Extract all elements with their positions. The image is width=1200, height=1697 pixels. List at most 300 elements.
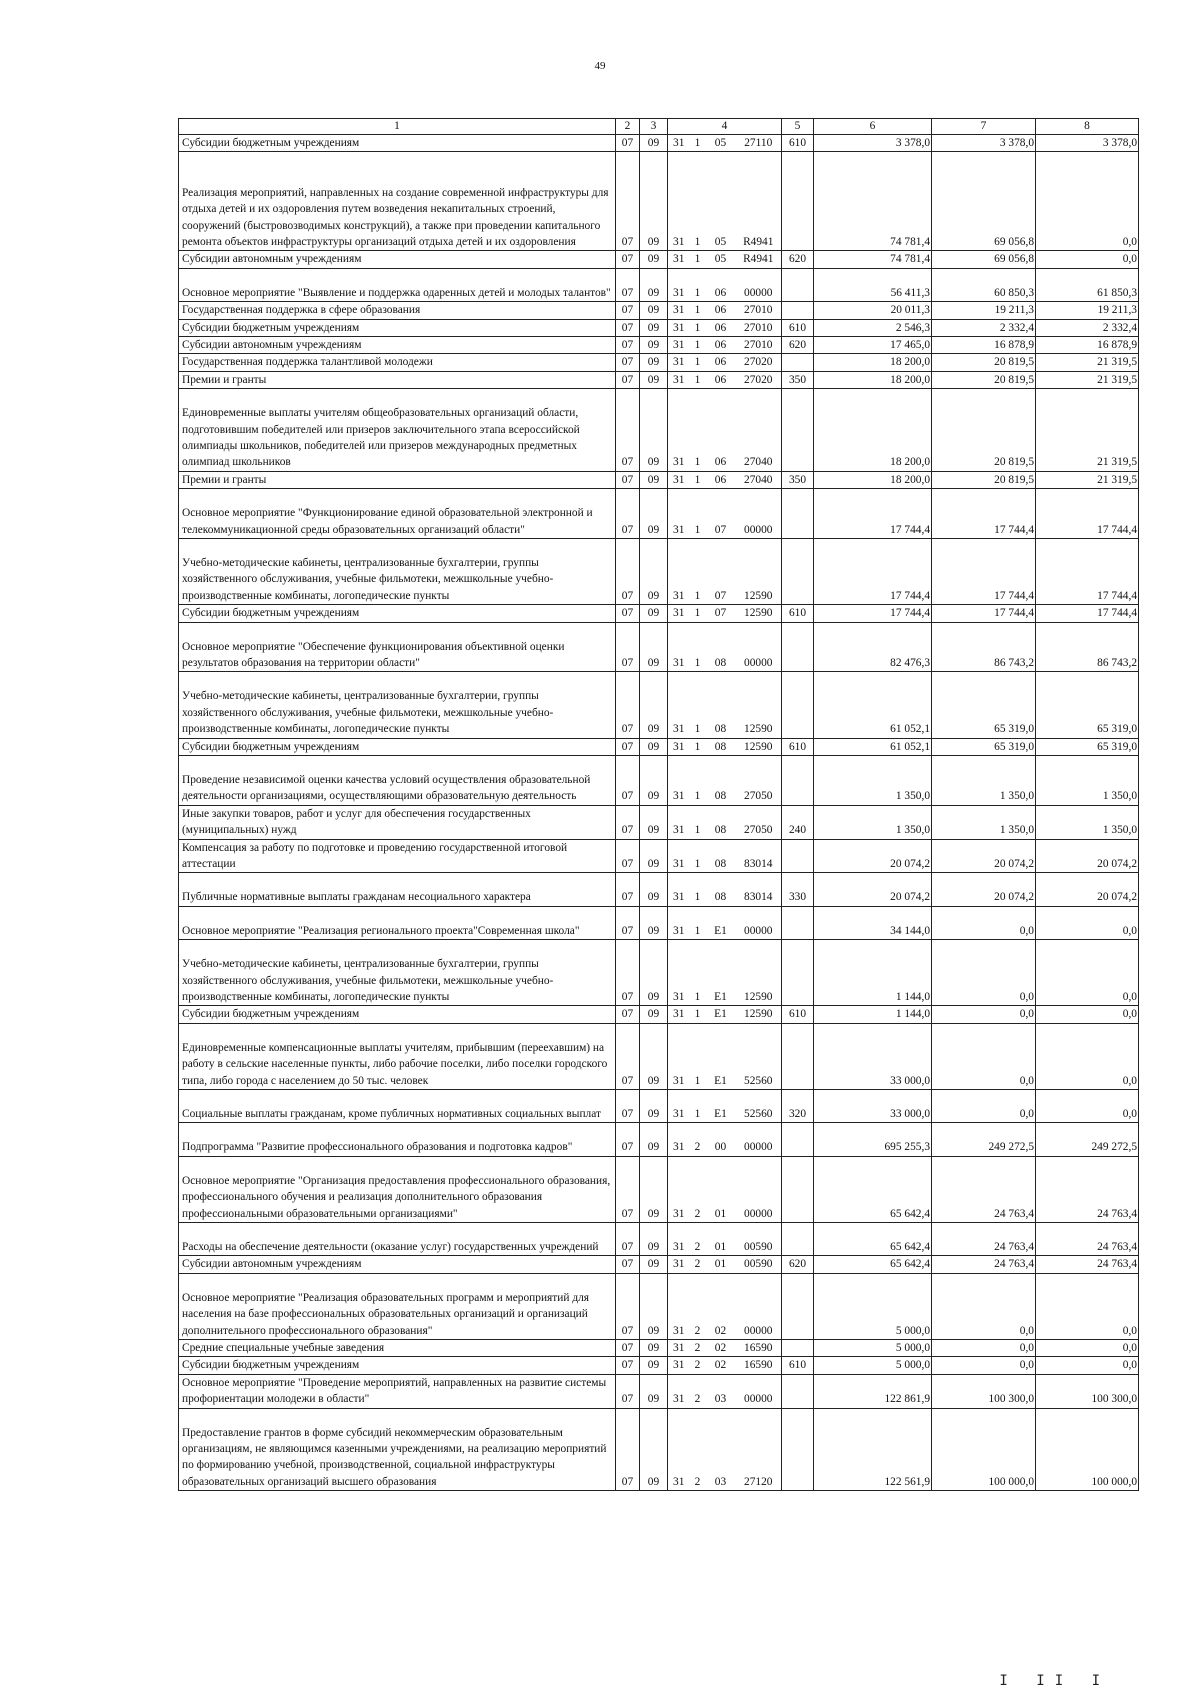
row-description: Публичные нормативные выплаты гражданам несоциального характера (179, 873, 616, 906)
cell-amount-col7: 60 850,3 (932, 268, 1036, 301)
cell-amount-col6: 56 411,3 (814, 268, 932, 301)
cell-expense-type (782, 489, 814, 539)
cell-direction-code: 12590 (736, 672, 782, 738)
table-row (179, 756, 1139, 806)
cell-program-code: 31 (668, 1090, 690, 1123)
cell-section: 07 (616, 873, 640, 906)
cell-program-code: 31 (668, 489, 690, 539)
cell-expense-type (782, 389, 814, 472)
cell-amount-col8: 24 763,4 (1036, 1222, 1139, 1255)
cell-amount-col8: 0,0 (1036, 1339, 1139, 1356)
row-description: Субсидии бюджетным учреждениям (179, 605, 616, 622)
cell-amount-col8: 20 074,2 (1036, 873, 1139, 906)
cell-program-code: 31 (668, 605, 690, 622)
cell-subprogram-code: 1 (690, 1006, 706, 1023)
cell-direction-code: 00590 (736, 1222, 782, 1255)
cell-amount-col8: 21 319,5 (1036, 371, 1139, 388)
cell-amount-col7: 24 763,4 (932, 1256, 1036, 1273)
cell-activity-code: 08 (706, 672, 736, 738)
table-row (179, 1374, 1139, 1408)
cell-section: 07 (616, 1357, 640, 1374)
cell-section: 07 (616, 354, 640, 371)
cell-subsection: 09 (640, 940, 668, 1006)
cell-program-code: 31 (668, 1273, 690, 1339)
cell-activity-code: 05 (706, 135, 736, 152)
header-col-7: 7 (932, 119, 1036, 135)
table-row (179, 622, 1139, 672)
cell-expense-type: 610 (782, 1006, 814, 1023)
cell-amount-col7: 249 272,5 (932, 1123, 1036, 1156)
cell-subsection: 09 (640, 1357, 668, 1374)
cell-subprogram-code: 2 (690, 1256, 706, 1273)
row-description: Средние специальные учебные заведения (179, 1339, 616, 1356)
cell-direction-code: 27010 (736, 319, 782, 336)
cell-subsection: 09 (640, 354, 668, 371)
cell-amount-col6: 74 781,4 (814, 152, 932, 251)
cell-direction-code: 00000 (736, 1156, 782, 1222)
cell-amount-col8: 249 272,5 (1036, 1123, 1139, 1156)
cell-program-code: 31 (668, 906, 690, 939)
cell-direction-code: 12590 (736, 1006, 782, 1023)
cell-amount-col8: 100 300,0 (1036, 1374, 1139, 1408)
cell-amount-col6: 2 546,3 (814, 319, 932, 336)
cell-section: 07 (616, 1408, 640, 1491)
cell-section: 07 (616, 1256, 640, 1273)
table-row (179, 839, 1139, 873)
cell-subprogram-code: 1 (690, 489, 706, 539)
cell-amount-col7: 20 819,5 (932, 354, 1036, 371)
cell-amount-col8: 0,0 (1036, 1357, 1139, 1374)
cell-subsection: 09 (640, 738, 668, 755)
cell-direction-code: 00590 (736, 1256, 782, 1273)
cell-amount-col6: 695 255,3 (814, 1123, 932, 1156)
row-description: Проведение независимой оценки качества условий осуществления образовательной деятельности организациями, осуществляющими образовательную деятельность (179, 756, 616, 806)
row-description: Субсидии бюджетным учреждениям (179, 738, 616, 755)
cell-section: 07 (616, 906, 640, 939)
row-description: Учебно-методические кабинеты, централизованные бухгалтерии, группы хозяйственного обслуживания, учебные фильмотеки, межшкольные учебно-производственные комбинаты, логопедические пункты (179, 940, 616, 1006)
row-description: Государственная поддержка талантливой молодежи (179, 354, 616, 371)
cell-expense-type (782, 672, 814, 738)
cell-program-code: 31 (668, 1357, 690, 1374)
cell-amount-col6: 18 200,0 (814, 354, 932, 371)
table-row (179, 873, 1139, 906)
row-description: Субсидии бюджетным учреждениям (179, 1006, 616, 1023)
table-row (179, 319, 1139, 336)
cell-subsection: 09 (640, 906, 668, 939)
cell-program-code: 31 (668, 337, 690, 354)
cell-activity-code: 08 (706, 805, 736, 839)
cell-direction-code: 27040 (736, 389, 782, 472)
table-row (179, 337, 1139, 354)
cell-subsection: 09 (640, 1222, 668, 1255)
cell-direction-code: 27110 (736, 135, 782, 152)
table-row (179, 1156, 1139, 1222)
cell-direction-code: 12590 (736, 605, 782, 622)
table-body (179, 135, 1139, 1491)
cell-amount-col8: 21 319,5 (1036, 389, 1139, 472)
cell-amount-col8: 65 319,0 (1036, 738, 1139, 755)
header-col-3: 3 (640, 119, 668, 135)
cell-amount-col7: 0,0 (932, 1090, 1036, 1123)
cell-program-code: 31 (668, 354, 690, 371)
cell-subsection: 09 (640, 302, 668, 319)
cell-activity-code: 07 (706, 489, 736, 539)
cell-direction-code: 16590 (736, 1357, 782, 1374)
cell-subsection: 09 (640, 1006, 668, 1023)
cell-expense-type (782, 1408, 814, 1491)
table-row (179, 940, 1139, 1006)
cell-program-code: 31 (668, 873, 690, 906)
cell-expense-type (782, 906, 814, 939)
cell-amount-col6: 1 350,0 (814, 756, 932, 806)
cell-section: 07 (616, 471, 640, 488)
cell-program-code: 31 (668, 1123, 690, 1156)
row-description: Подпрограмма "Развитие профессионального образования и подготовка кадров" (179, 1123, 616, 1156)
cell-amount-col8: 17 744,4 (1036, 539, 1139, 605)
cell-activity-code: 02 (706, 1339, 736, 1356)
cell-direction-code: 00000 (736, 1374, 782, 1408)
cell-activity-code: 08 (706, 622, 736, 672)
cell-amount-col6: 20 074,2 (814, 839, 932, 873)
table-row (179, 1273, 1139, 1339)
cell-direction-code: 00000 (736, 489, 782, 539)
cell-amount-col7: 17 744,4 (932, 489, 1036, 539)
cell-subprogram-code: 2 (690, 1408, 706, 1491)
cell-subsection: 09 (640, 471, 668, 488)
cell-activity-code: E1 (706, 1006, 736, 1023)
cell-subsection: 09 (640, 1256, 668, 1273)
cell-subsection: 09 (640, 371, 668, 388)
cell-activity-code: 06 (706, 337, 736, 354)
cell-program-code: 31 (668, 1006, 690, 1023)
cell-amount-col7: 0,0 (932, 1023, 1036, 1089)
cell-subprogram-code: 2 (690, 1339, 706, 1356)
cell-activity-code: E1 (706, 1023, 736, 1089)
cell-section: 07 (616, 1156, 640, 1222)
row-description: Премии и гранты (179, 371, 616, 388)
cell-amount-col7: 1 350,0 (932, 756, 1036, 806)
cell-expense-type (782, 268, 814, 301)
cell-amount-col8: 65 319,0 (1036, 672, 1139, 738)
cell-amount-col7: 0,0 (932, 1357, 1036, 1374)
cell-subprogram-code: 1 (690, 605, 706, 622)
cell-subprogram-code: 1 (690, 354, 706, 371)
cell-program-code: 31 (668, 471, 690, 488)
table-row (179, 371, 1139, 388)
cell-activity-code: 00 (706, 1123, 736, 1156)
cell-subsection: 09 (640, 672, 668, 738)
cell-amount-col8: 24 763,4 (1036, 1256, 1139, 1273)
cell-direction-code: 00000 (736, 906, 782, 939)
cell-activity-code: E1 (706, 906, 736, 939)
cell-program-code: 31 (668, 1023, 690, 1089)
cell-section: 07 (616, 622, 640, 672)
cell-subprogram-code: 2 (690, 1273, 706, 1339)
cell-activity-code: 02 (706, 1273, 736, 1339)
cell-direction-code: 00000 (736, 1273, 782, 1339)
cell-program-code: 31 (668, 319, 690, 336)
table-row (179, 605, 1139, 622)
cell-program-code: 31 (668, 1222, 690, 1255)
cell-subprogram-code: 2 (690, 1374, 706, 1408)
cell-subsection: 09 (640, 756, 668, 806)
cell-amount-col6: 5 000,0 (814, 1273, 932, 1339)
cell-section: 07 (616, 1090, 640, 1123)
cell-program-code: 31 (668, 805, 690, 839)
cell-section: 07 (616, 152, 640, 251)
row-description: Основное мероприятие "Реализация образовательных программ и мероприятий для населения на базе профессиональных образовательных организаций и организаций дополнительного профессионального образования" (179, 1273, 616, 1339)
cell-activity-code: 06 (706, 354, 736, 371)
cell-amount-col6: 1 350,0 (814, 805, 932, 839)
cell-expense-type (782, 302, 814, 319)
row-description: Основное мероприятие "Выявление и поддержка одаренных детей и молодых талантов" (179, 268, 616, 301)
header-col-5: 5 (782, 119, 814, 135)
cell-amount-col6: 61 052,1 (814, 672, 932, 738)
cell-amount-col7: 0,0 (932, 906, 1036, 939)
cell-expense-type (782, 1222, 814, 1255)
row-description: Компенсация за работу по подготовке и проведению государственной итоговой аттестации (179, 839, 616, 873)
cell-amount-col6: 61 052,1 (814, 738, 932, 755)
cell-expense-type: 610 (782, 605, 814, 622)
cell-amount-col7: 20 819,5 (932, 371, 1036, 388)
cell-expense-type (782, 1123, 814, 1156)
cell-section: 07 (616, 268, 640, 301)
header-col-1: 1 (179, 119, 616, 135)
cell-amount-col7: 100 300,0 (932, 1374, 1036, 1408)
cell-subsection: 09 (640, 1273, 668, 1339)
cell-amount-col8: 0,0 (1036, 1006, 1139, 1023)
cell-direction-code: R4941 (736, 152, 782, 251)
cell-amount-col8: 61 850,3 (1036, 268, 1139, 301)
cell-amount-col7: 2 332,4 (932, 319, 1036, 336)
cell-subprogram-code: 1 (690, 873, 706, 906)
table-row (179, 1408, 1139, 1491)
table-row (179, 738, 1139, 755)
table-row (179, 1006, 1139, 1023)
cell-direction-code: 83014 (736, 873, 782, 906)
cell-expense-type: 610 (782, 738, 814, 755)
table-row (179, 539, 1139, 605)
cell-subprogram-code: 1 (690, 672, 706, 738)
table-row (179, 1023, 1139, 1089)
cell-program-code: 31 (668, 738, 690, 755)
row-description: Единовременные компенсационные выплаты учителям, прибывшим (переехавшим) на работу в сельские населенные пункты, либо рабочие поселки, либо поселки городского типа, либо города с населением до 50 тыс. человек (179, 1023, 616, 1089)
cell-section: 07 (616, 1123, 640, 1156)
cell-amount-col7: 20 074,2 (932, 873, 1036, 906)
cell-expense-type: 350 (782, 371, 814, 388)
cell-subprogram-code: 1 (690, 1090, 706, 1123)
header-col-8: 8 (1036, 119, 1139, 135)
cell-program-code: 31 (668, 756, 690, 806)
row-description: Субсидии автономным учреждениям (179, 1256, 616, 1273)
cell-amount-col7: 0,0 (932, 1273, 1036, 1339)
cell-program-code: 31 (668, 152, 690, 251)
row-description: Основное мероприятие "Обеспечение функционирования объективной оценки результатов образования на территории области" (179, 622, 616, 672)
table-row (179, 1090, 1139, 1123)
header-col-2: 2 (616, 119, 640, 135)
cell-amount-col7: 20 074,2 (932, 839, 1036, 873)
cell-program-code: 31 (668, 371, 690, 388)
row-description: Социальные выплаты гражданам, кроме публичных нормативных социальных выплат (179, 1090, 616, 1123)
cell-section: 07 (616, 1339, 640, 1356)
header-col-6: 6 (814, 119, 932, 135)
row-description: Единовременные выплаты учителям общеобразовательных организаций области, подготовившим победителей или призеров заключительного этапа всероссийской олимпиады школьников, победителей или призеров международных предметных олимпиад школьников (179, 389, 616, 472)
cell-amount-col7: 24 763,4 (932, 1222, 1036, 1255)
table-row (179, 1339, 1139, 1356)
cell-direction-code: 12590 (736, 738, 782, 755)
cell-direction-code: 27050 (736, 756, 782, 806)
cell-subsection: 09 (640, 268, 668, 301)
cell-section: 07 (616, 1273, 640, 1339)
cell-amount-col8: 0,0 (1036, 1023, 1139, 1089)
cell-activity-code: 01 (706, 1156, 736, 1222)
cell-subprogram-code: 1 (690, 940, 706, 1006)
cell-amount-col8: 3 378,0 (1036, 135, 1139, 152)
cell-amount-col8: 0,0 (1036, 1090, 1139, 1123)
cell-expense-type (782, 152, 814, 251)
cell-amount-col7: 0,0 (932, 940, 1036, 1006)
cell-expense-type (782, 839, 814, 873)
cell-activity-code: 05 (706, 251, 736, 268)
cell-program-code: 31 (668, 268, 690, 301)
cell-activity-code: 06 (706, 471, 736, 488)
cell-expense-type: 240 (782, 805, 814, 839)
cell-activity-code: 07 (706, 605, 736, 622)
cell-amount-col6: 122 861,9 (814, 1374, 932, 1408)
cell-amount-col7: 24 763,4 (932, 1156, 1036, 1222)
cell-amount-col6: 82 476,3 (814, 622, 932, 672)
cell-amount-col8: 1 350,0 (1036, 756, 1139, 806)
cell-subsection: 09 (640, 489, 668, 539)
cell-expense-type: 620 (782, 337, 814, 354)
cell-program-code: 31 (668, 389, 690, 472)
cell-subprogram-code: 1 (690, 1023, 706, 1089)
row-description: Субсидии бюджетным учреждениям (179, 319, 616, 336)
cell-amount-col7: 20 819,5 (932, 389, 1036, 472)
cell-direction-code: 12590 (736, 940, 782, 1006)
cell-section: 07 (616, 738, 640, 755)
cell-amount-col7: 1 350,0 (932, 805, 1036, 839)
cell-subsection: 09 (640, 1090, 668, 1123)
cell-subsection: 09 (640, 1123, 668, 1156)
cell-amount-col8: 16 878,9 (1036, 337, 1139, 354)
cell-amount-col6: 33 000,0 (814, 1090, 932, 1123)
cell-subsection: 09 (640, 805, 668, 839)
cell-direction-code: 52560 (736, 1023, 782, 1089)
cell-amount-col8: 0,0 (1036, 1273, 1139, 1339)
cell-program-code: 31 (668, 539, 690, 605)
cell-expense-type: 320 (782, 1090, 814, 1123)
cell-program-code: 31 (668, 251, 690, 268)
cell-activity-code: E1 (706, 940, 736, 1006)
cell-amount-col8: 19 211,3 (1036, 302, 1139, 319)
cell-program-code: 31 (668, 1156, 690, 1222)
cell-activity-code: 06 (706, 319, 736, 336)
table-row (179, 1357, 1139, 1374)
cell-amount-col7: 65 319,0 (932, 672, 1036, 738)
cell-amount-col6: 74 781,4 (814, 251, 932, 268)
cell-section: 07 (616, 1023, 640, 1089)
cell-subsection: 09 (640, 152, 668, 251)
cell-section: 07 (616, 489, 640, 539)
cell-section: 07 (616, 135, 640, 152)
cell-amount-col7: 69 056,8 (932, 251, 1036, 268)
cell-expense-type: 610 (782, 319, 814, 336)
cell-direction-code: 52560 (736, 1090, 782, 1123)
row-description: Субсидии автономным учреждениям (179, 251, 616, 268)
cell-amount-col6: 18 200,0 (814, 471, 932, 488)
cell-amount-col7: 19 211,3 (932, 302, 1036, 319)
row-description: Реализация мероприятий, направленных на создание современной инфраструктуры для отдыха детей и их оздоровления путем возведения некапитальных строений, сооружений (быстровозводимых конструкций), а также при проведении капитального ремонта объектов инфраструктуры организаций отдыха детей и их оздоровления (179, 152, 616, 251)
cell-program-code: 31 (668, 1256, 690, 1273)
cell-amount-col6: 17 744,4 (814, 489, 932, 539)
cell-subprogram-code: 2 (690, 1357, 706, 1374)
cell-direction-code: 27010 (736, 302, 782, 319)
cell-expense-type: 610 (782, 135, 814, 152)
cell-subsection: 09 (640, 1023, 668, 1089)
cell-direction-code: 16590 (736, 1339, 782, 1356)
cell-expense-type: 350 (782, 471, 814, 488)
cell-activity-code: 08 (706, 839, 736, 873)
cell-amount-col6: 5 000,0 (814, 1339, 932, 1356)
cell-activity-code: 02 (706, 1357, 736, 1374)
cell-amount-col6: 122 561,9 (814, 1408, 932, 1491)
row-description: Основное мероприятие "Реализация регионального проекта"Современная школа" (179, 906, 616, 939)
cell-activity-code: 06 (706, 268, 736, 301)
cell-amount-col6: 3 378,0 (814, 135, 932, 152)
row-description: Премии и гранты (179, 471, 616, 488)
cell-activity-code: 06 (706, 389, 736, 472)
row-description: Субсидии бюджетным учреждениям (179, 135, 616, 152)
cell-amount-col6: 18 200,0 (814, 371, 932, 388)
cell-amount-col7: 17 744,4 (932, 605, 1036, 622)
cell-amount-col6: 18 200,0 (814, 389, 932, 472)
cell-subprogram-code: 1 (690, 471, 706, 488)
cell-activity-code: 01 (706, 1222, 736, 1255)
cell-amount-col8: 100 000,0 (1036, 1408, 1139, 1491)
cell-section: 07 (616, 539, 640, 605)
cell-amount-col7: 0,0 (932, 1006, 1036, 1023)
cell-activity-code: 03 (706, 1374, 736, 1408)
table-row (179, 1123, 1139, 1156)
cell-amount-col6: 65 642,4 (814, 1222, 932, 1255)
cell-subsection: 09 (640, 1339, 668, 1356)
cell-activity-code: 08 (706, 738, 736, 755)
cell-amount-col6: 20 074,2 (814, 873, 932, 906)
cell-section: 07 (616, 1222, 640, 1255)
cell-activity-code: E1 (706, 1090, 736, 1123)
cell-section: 07 (616, 672, 640, 738)
header-row (179, 119, 1139, 135)
table-row (179, 805, 1139, 839)
cell-section: 07 (616, 337, 640, 354)
row-description: Основное мероприятие "Организация предоставления профессионального образования, профессионального обучения и реализация дополнительного образования профессиональными образовательными организациями" (179, 1156, 616, 1222)
cell-amount-col7: 3 378,0 (932, 135, 1036, 152)
cell-subprogram-code: 1 (690, 389, 706, 472)
cell-section: 07 (616, 756, 640, 806)
cell-subprogram-code: 1 (690, 268, 706, 301)
cell-direction-code: 27020 (736, 354, 782, 371)
cell-expense-type (782, 940, 814, 1006)
cell-subprogram-code: 2 (690, 1222, 706, 1255)
cell-activity-code: 01 (706, 1256, 736, 1273)
row-description: Учебно-методические кабинеты, централизованные бухгалтерии, группы хозяйственного обслуживания, учебные фильмотеки, межшкольные учебно-производственные комбинаты, логопедические пункты (179, 672, 616, 738)
cell-activity-code: 05 (706, 152, 736, 251)
cell-amount-col8: 17 744,4 (1036, 605, 1139, 622)
cell-activity-code: 07 (706, 539, 736, 605)
table-row (179, 251, 1139, 268)
cell-subsection: 09 (640, 337, 668, 354)
